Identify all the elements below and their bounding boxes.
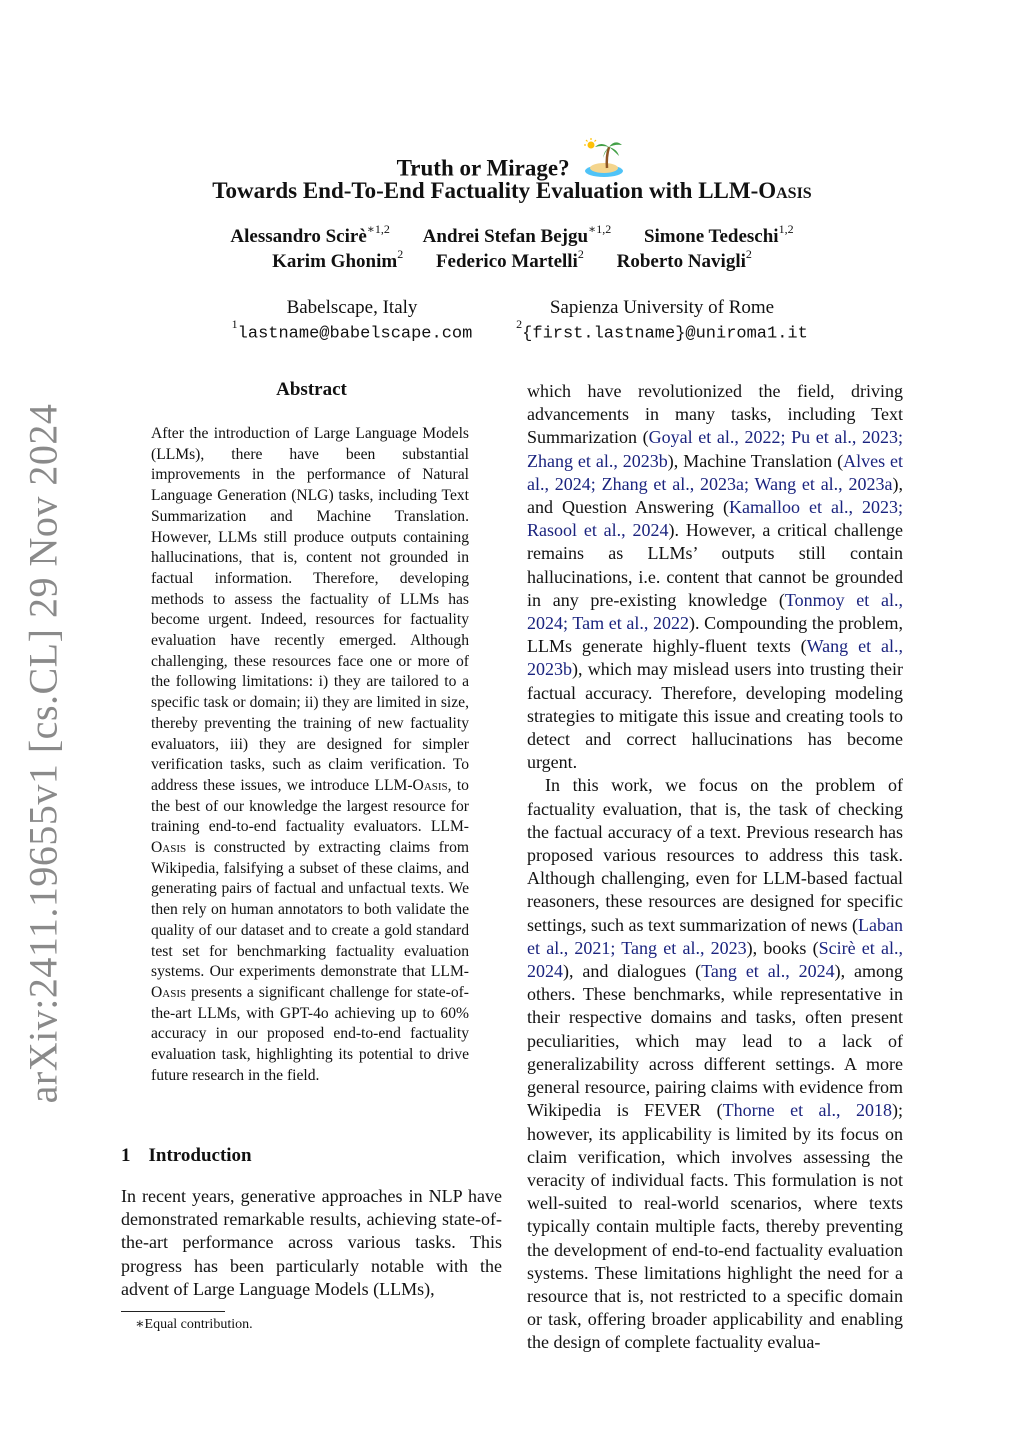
intro-paragraph: In recent years, generative approaches in NLP have demonstrated remarkable results, achieving state-of-the-art performance across various tasks. This progress has been particularly notable with the advent of Large Language Models (LLMs), [121,1186,502,1299]
arxiv-stamp [8,403,78,1103]
affiliation-org: Babelscape, Italy [286,297,418,318]
author: Karim Ghonim$^2$ [272,247,404,273]
citation[interactable]: Laban et al., 2021; Tang et al., 2023 [527,914,903,958]
intro-paragraph-continued: which have revolutionized the field, driving advancements in many tasks, including Text Summarization (Goyal et al., 2022; Pu et al., 2023; Zhang et al., 2023b), Machine Translation (Alves et al., 2024; Zhang et al., 2023a; Wang et al., 2023a), and Question Answering (Kamalloo et al., 2023; Rasool et al., 2024). However, a critical challenge remains as LLMs’ outputs still contain hallucinations, i.e. content that cannot be grounded in any pre-existing knowledge (Tonmoy et al., 2024; Tam et al., 2022). Compounding the problem, LLMs generate highly-fluent texts (Wang et al., 2023b), which may mislead users into trusting their factual accuracy. Therefore, developing modeling strategies to mitigate this issue and creating tools to detect and correct hallucinations has become urgent. [527,381,903,773]
arxiv-stamp-text: arXiv:2411.19655v1 [cs.CL] 29 Nov 2024 [20,403,66,1103]
right-column [527,380,903,1355]
citation[interactable]: Alves et al., 2024; Zhang et al., 2023a; Wang et al., 2023a [527,450,903,494]
affiliation-org: Sapienza University of Rome [549,297,775,318]
citation[interactable]: Goyal et al., 2022; Pu et al., 2023; Zhang et al., 2023b [527,427,903,471]
section-heading-introduction: 1 Introduction [121,1145,252,1166]
intro-left-column [121,1185,502,1301]
citation[interactable]: Wang et al., 2023b [527,636,903,680]
abstract-body [151,424,469,1087]
author: Simone Tedeschi$^{1,2}$ [643,222,794,248]
affiliation-2: Sapienza University of Rome $^2${first.lastname}@uniroma1.it [502,297,822,343]
abstract-heading: Abstract [276,379,347,400]
author: Federico Martelli$^2$ [435,247,584,273]
citation[interactable]: Tonmoy et al., 2024; Tam et al., 2022 [527,589,903,634]
title-dataset-name: LLM-Oasis [698,178,812,203]
intro-paragraph-2: In this work, we focus on the problem of factuality evaluation, that is, the task of checking the factual accuracy of a text. Previous research has proposed various resources to address this task. Although challenging, even for LLM-based factual reasoners, these resources are designed for specific settings, such as text summarization of news (Laban et al., 2021; Tang et al., 2023), books (Scirè et al., 2024), and dialogues (Tang et al., 2024), among others. These benchmarks, while representative in their respective domains and tasks, often present peculiarities, which may lead to a lack of generalizability across different settings. A more general resource, pairing claims with evidence from Wikipedia is FEVER (Thorne et al., 2018); however, its applicability is limited by its focus on claim verification, which involves assessing the veracity of individual facts. This formulation is not well-suited to real-world scenarios, where texts typically contain multiple facts, thereby preventing the development of end-to-end factuality evaluation systems. These limitations highlight the need for a resource that is, not restricted to a specific domain or task, offering broader applicability and enabling the design of complete factuality evalua- [527,775,904,1353]
footnote-rule [121,1311,225,1312]
authors-row-2 [0,249,1024,273]
citation[interactable]: Kamalloo et al., 2023; Rasool et al., 2024 [527,497,903,541]
authors-row-1 [0,224,1024,248]
affiliation-email[interactable]: {first.lastname}@uniroma1.it [522,324,808,344]
paper-title-line2 [0,178,1024,204]
author: Andrei Stefan Bejgu$^{∗1,2}$ [422,222,612,248]
abstract-paragraph: After the introduction of Large Language Models (LLMs), there have been substantial improvements in the performance of Natural Language Generation (NLG) tasks, including Text Summarization and Machine Translation. However, LLMs still produce outputs containing hallucinations, that is, content not grounded in factual information. Therefore, developing methods to assess the factuality of LLMs has become urgent. Indeed, resources for factuality evaluation have recently emerged. Although challenging, these resources face one or more of the following limitations: i) they are tailored to a specific task or domain; ii) they are limited in size, thereby preventing the training of new factuality evaluators, iii) they are designed for simpler verification tasks, such as claim verification. To address these issues, we introduce LLM-Oasis, to the best of our knowledge the largest resource for training end-to-end factuality evaluators. LLM-Oasis is constructed by extracting claims from Wikipedia, falsifying a subset of these claims, and generating pairs of factual and unfactual texts. We then rely on human annotators to both validate the quality of our dataset and to create a gold standard test set for benchmarking factuality evaluation systems. Our experiments demonstrate that LLM-Oasis presents a significant challenge for state-of-the-art LLMs, with GPT-4o achieving up to 60% accuracy in our proposed end-to-end factuality evaluation task, highlighting its potential to drive future research in the field. [151,425,469,1084]
author: Roberto Navigli$^2$ [616,247,752,273]
citation[interactable]: Scirè et al., 2024 [527,937,904,982]
title-text-1: Truth or Mirage? [396,155,570,181]
footnote: ∗Equal contribution. [135,1317,253,1332]
affiliation-1: Babelscape, Italy $^1$lastname@babelscape.com [222,297,482,343]
title-text-2: Towards End-To-End Factuality Evaluation with [212,178,699,203]
citation[interactable]: Tang et al., 2024 [701,961,835,982]
citation[interactable]: Thorne et al., 2018 [722,1100,892,1121]
affiliation-email[interactable]: lastname@babelscape.com [237,324,473,344]
author: Alessandro Scirè$^{∗1,2}$ [230,222,390,248]
